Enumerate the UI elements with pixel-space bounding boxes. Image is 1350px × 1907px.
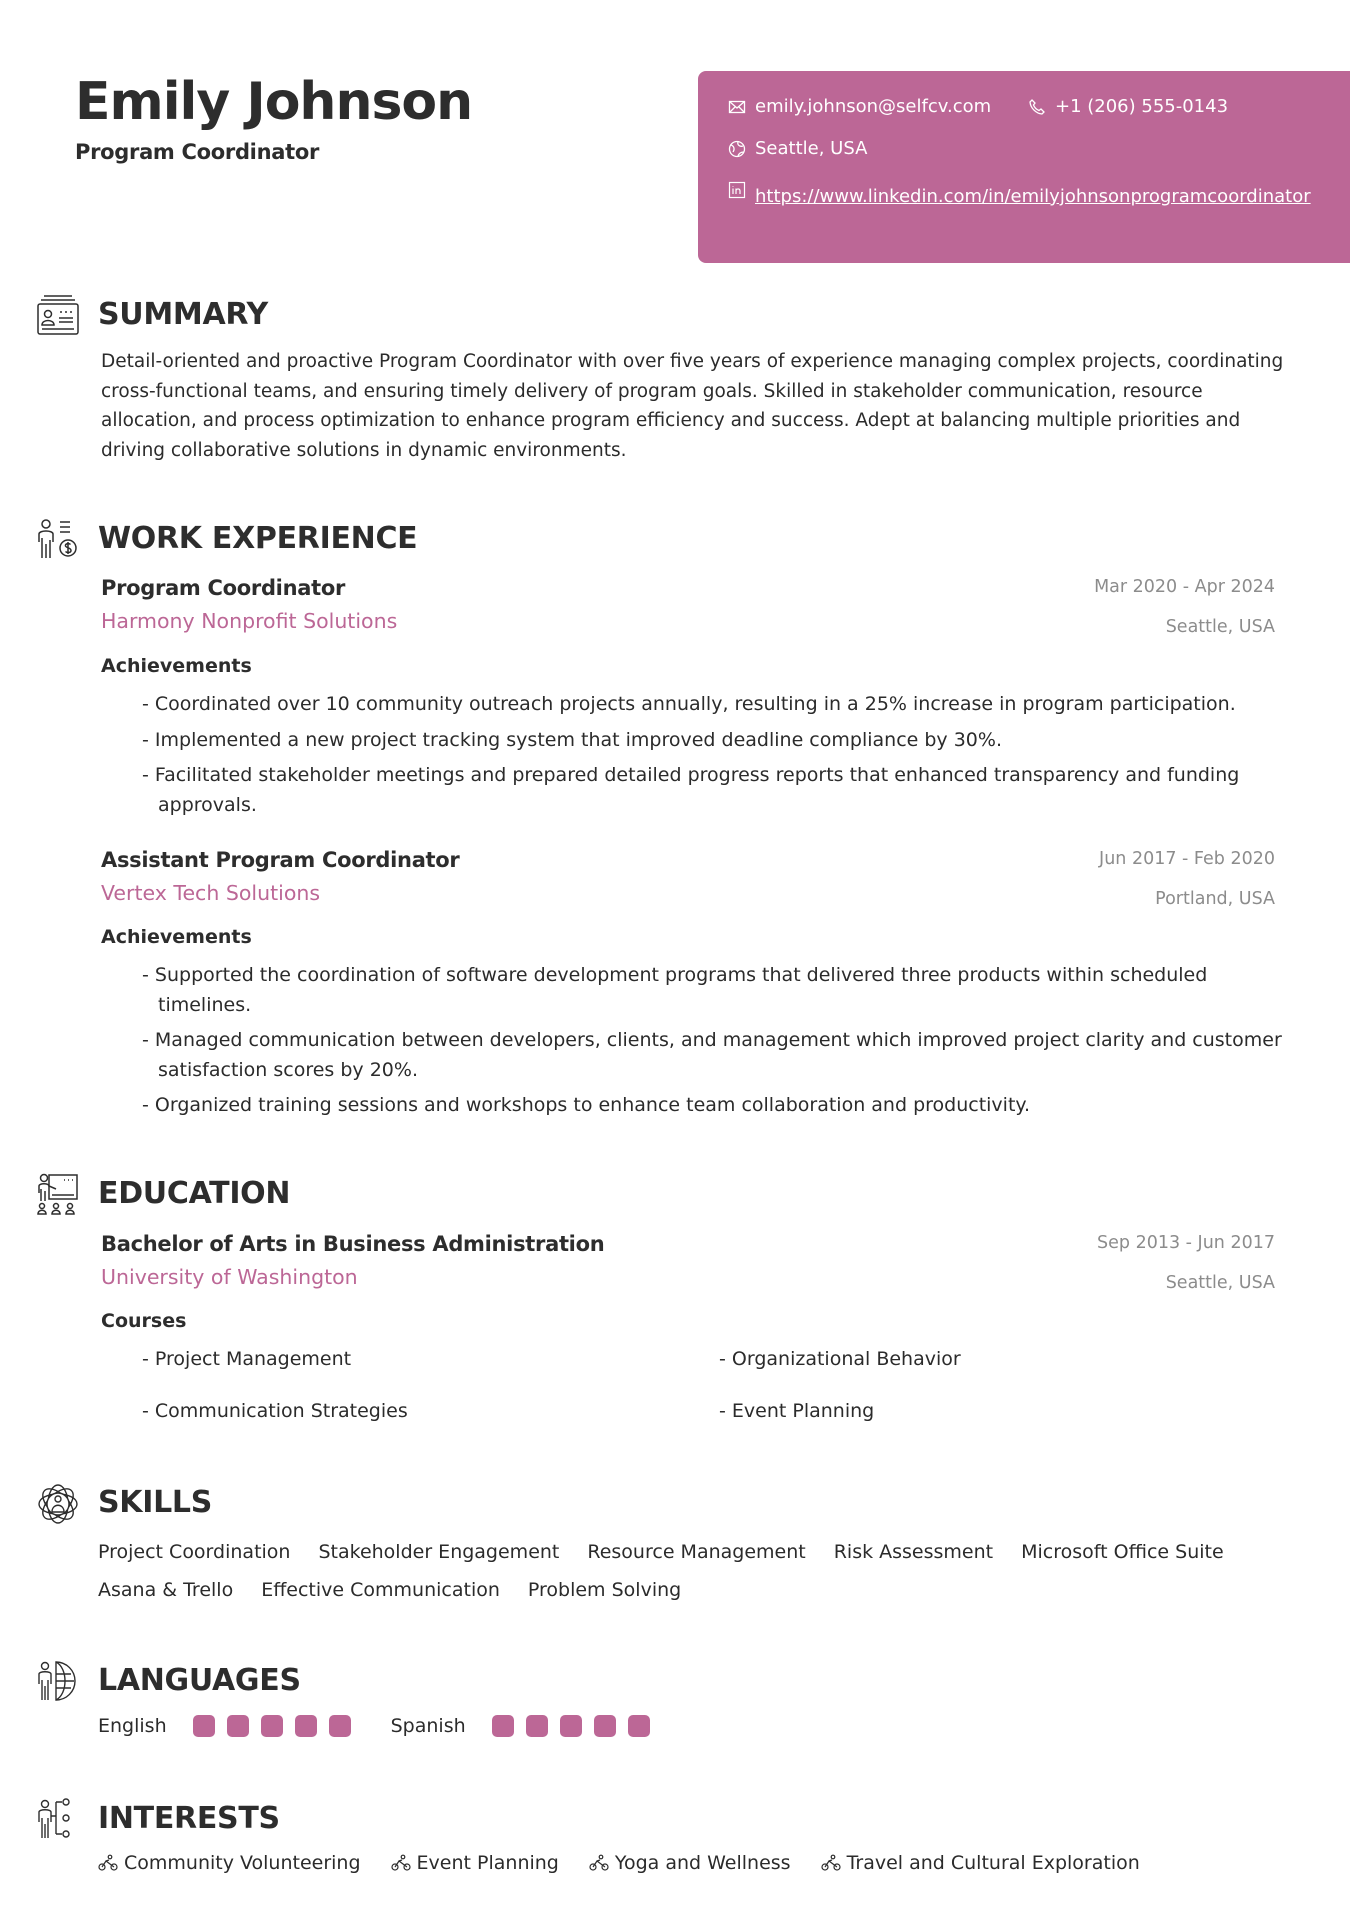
skills-flower-person-icon xyxy=(36,1482,80,1526)
courses-label: Courses xyxy=(101,1310,187,1332)
course-item: - Organizational Behavior xyxy=(719,1348,961,1370)
achievement-item: - Managed communication between developers, clients, and management which improved project clarity and customer satisfaction scores by 20%. xyxy=(142,1026,1292,1085)
achievement-item: - Coordinated over 10 community outreach projects annually, resulting in a 25% increase in program participation. xyxy=(142,690,1292,720)
contact-location: Seattle, USA xyxy=(728,138,867,159)
bicycle-icon xyxy=(391,1854,411,1872)
interest-item: Event Planning xyxy=(391,1852,559,1874)
company-name: Harmony Nonprofit Solutions xyxy=(101,609,398,633)
proficiency-dot xyxy=(193,1715,215,1737)
achievement-item: - Organized training sessions and workshops to enhance team collaboration and productivity. xyxy=(142,1091,1292,1121)
phone-icon xyxy=(1028,98,1046,116)
job-dates: Jun 2017 - Feb 2020 xyxy=(1099,849,1275,869)
language-name: Spanish xyxy=(390,1715,466,1737)
achievements-label: Achievements xyxy=(101,655,252,677)
skill-item: Asana & Trello xyxy=(98,1579,234,1601)
interest-item: Yoga and Wellness xyxy=(589,1852,791,1874)
profile-card-icon xyxy=(36,293,80,337)
achievement-item: - Implemented a new project tracking system that improved deadline compliance by 30%. xyxy=(142,726,1292,756)
proficiency-dot xyxy=(492,1715,514,1737)
course-item: - Communication Strategies xyxy=(142,1400,408,1422)
person-globe-icon xyxy=(36,1660,80,1704)
skill-item: Effective Communication xyxy=(261,1579,500,1601)
skill-item: Problem Solving xyxy=(527,1579,682,1601)
proficiency-dot xyxy=(594,1715,616,1737)
interest-item: Community Volunteering xyxy=(98,1852,361,1874)
bicycle-icon xyxy=(589,1854,609,1872)
course-item: - Event Planning xyxy=(719,1400,874,1422)
proficiency-dot xyxy=(295,1715,317,1737)
candidate-name: Emily Johnson xyxy=(75,72,473,132)
globe-icon xyxy=(728,140,746,158)
languages-list xyxy=(98,1715,662,1737)
education-dates: Sep 2013 - Jun 2017 xyxy=(1097,1233,1275,1253)
proficiency-dot xyxy=(560,1715,582,1737)
linkedin-icon-row xyxy=(728,181,755,199)
bicycle-icon xyxy=(821,1854,841,1872)
person-options-icon xyxy=(36,1798,80,1842)
skills-heading: SKILLS xyxy=(98,1485,213,1520)
teacher-classroom-icon xyxy=(36,1173,80,1217)
skill-item: Resource Management xyxy=(587,1541,806,1563)
language-name: English xyxy=(98,1715,167,1737)
skills-list xyxy=(98,1537,1318,1605)
skill-item: Stakeholder Engagement xyxy=(318,1541,560,1563)
proficiency-dot xyxy=(329,1715,351,1737)
proficiency-dot xyxy=(227,1715,249,1737)
achievement-item: - Supported the coordination of software development programs that delivered three products within scheduled timelines. xyxy=(142,961,1292,1020)
achievements-list xyxy=(142,961,1292,1127)
proficiency-dot xyxy=(261,1715,283,1737)
interests-heading: INTERESTS xyxy=(98,1801,280,1836)
job-title: Program Coordinator xyxy=(101,576,346,600)
achievements-list xyxy=(142,690,1292,826)
course-item: - Project Management xyxy=(142,1348,351,1370)
linkedin-icon xyxy=(728,181,746,199)
job-location: Seattle, USA xyxy=(1165,617,1275,637)
interest-item: Travel and Cultural Exploration xyxy=(821,1852,1140,1874)
work-experience-heading: WORK EXPERIENCE xyxy=(98,521,418,556)
work-person-money-icon xyxy=(36,518,80,562)
proficiency-dot xyxy=(526,1715,548,1737)
job-title: Assistant Program Coordinator xyxy=(101,848,460,872)
contact-email[interactable]: emily.johnson@selfcv.com xyxy=(728,96,991,117)
languages-heading: LANGUAGES xyxy=(98,1663,301,1698)
school-name: University of Washington xyxy=(101,1265,358,1289)
degree-title: Bachelor of Arts in Business Administration xyxy=(101,1232,605,1256)
proficiency-dot xyxy=(628,1715,650,1737)
summary-text: Detail-oriented and proactive Program Coordinator with over five years of experience managing complex projects, coordinating cross-functional teams, and ensuring timely delivery of program goals. Skilled in stakeholder communication, resource allocation, and process optimization to enhance program efficiency and success. Adept at balancing multiple priorities and driving collaborative solutions in dynamic environments. xyxy=(101,351,1284,461)
achievement-item: - Facilitated stakeholder meetings and prepared detailed progress reports that enhanced transparency and funding approvals. xyxy=(142,761,1292,820)
job-dates: Mar 2020 - Apr 2024 xyxy=(1094,577,1275,597)
job-location: Portland, USA xyxy=(1155,889,1275,909)
company-name: Vertex Tech Solutions xyxy=(101,881,321,905)
skill-item: Risk Assessment xyxy=(833,1541,994,1563)
candidate-title: Program Coordinator xyxy=(75,140,320,164)
skill-item: Microsoft Office Suite xyxy=(1021,1541,1224,1563)
bicycle-icon xyxy=(98,1854,118,1872)
education-location: Seattle, USA xyxy=(1165,1273,1275,1293)
mail-icon xyxy=(728,98,746,116)
contact-panel xyxy=(698,71,1350,263)
interests-list xyxy=(98,1852,1140,1874)
contact-phone[interactable]: +1 (206) 555-0143 xyxy=(1028,96,1228,117)
summary-heading: SUMMARY xyxy=(98,297,268,332)
linkedin-link[interactable]: https://www.linkedin.com/in/emilyjohnsonprogramcoordinator xyxy=(755,186,1311,207)
achievements-label: Achievements xyxy=(101,926,252,948)
education-heading: EDUCATION xyxy=(98,1176,291,1211)
skill-item: Project Coordination xyxy=(98,1541,291,1563)
